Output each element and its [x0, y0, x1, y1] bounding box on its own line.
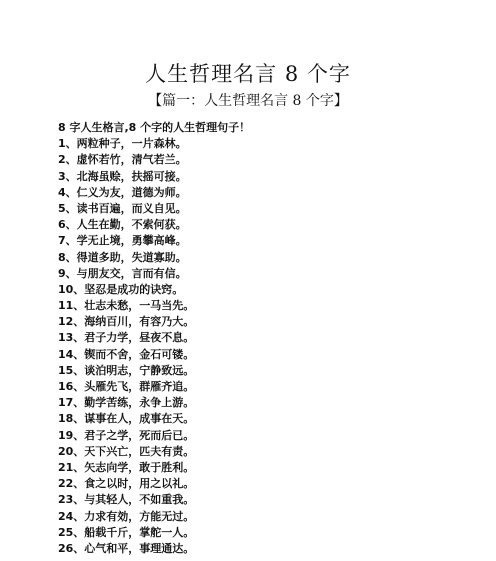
intro-line: 8 字人生格言,8 个字的人生哲理句子！ — [58, 121, 251, 134]
quote-line: 20、天下兴亡，匹夫有责。 — [58, 444, 195, 458]
document-title: 人生哲理名言 8 个字 — [145, 62, 351, 86]
quote-line: 11、壮志未愁，一马当先。 — [58, 299, 195, 313]
quote-list — [58, 120, 478, 557]
quote-line: 8、得道多助，失道寡助。 — [58, 250, 187, 264]
quote-line: 5、读书百遍，而义自见。 — [58, 201, 187, 215]
quote-line: 7、学无止境，勇攀高峰。 — [58, 234, 187, 248]
quote-line: 12、海纳百川，有容乃大。 — [58, 315, 195, 329]
quote-line: 10、坚忍是成功的诀窍。 — [58, 282, 184, 296]
quote-line: 19、君子之学，死而后已。 — [58, 428, 195, 442]
section-heading: 【篇一：人生哲理名言 8 个字】 — [148, 93, 348, 109]
quote-line: 25、船载千斤，掌舵一人。 — [58, 525, 195, 539]
quote-line: 18、谋事在人，成事在天。 — [58, 412, 195, 426]
quote-line: 6、人生在勤，不索何获。 — [58, 218, 187, 232]
quote-line: 24、力求有効，方能无过。 — [58, 509, 195, 523]
quote-line: 15、谈泊明志，宁静致远。 — [58, 363, 195, 377]
quote-line: 1、两粒种子，一片森林。 — [58, 137, 187, 151]
quote-line: 22、食之以时，用之以礼。 — [58, 477, 195, 491]
quote-line: 16、头雁先飞，群雁齐追。 — [58, 380, 195, 393]
quote-line: 4、仁义为友，道德为师。 — [58, 185, 187, 199]
quote-line: 21、矢志向学，敢于胜利。 — [58, 460, 195, 474]
quote-line: 13、君子力学，昼夜不息。 — [58, 331, 195, 345]
quote-line: 14、锲而不舍，金石可镂。 — [58, 347, 195, 361]
quote-line: 17、勤学苦练，永争上游。 — [58, 396, 195, 410]
quote-line: 3、北海虽赊，扶摇可接。 — [58, 169, 187, 183]
quote-line: 23、与其轻人，不如重我。 — [58, 493, 195, 507]
quote-line: 2、虚怀若竹，清气若兰。 — [58, 153, 187, 167]
quote-line: 9、与朋友交，言而有信。 — [58, 266, 187, 280]
quote-line: 26、心气和平，事理通达。 — [58, 541, 195, 555]
